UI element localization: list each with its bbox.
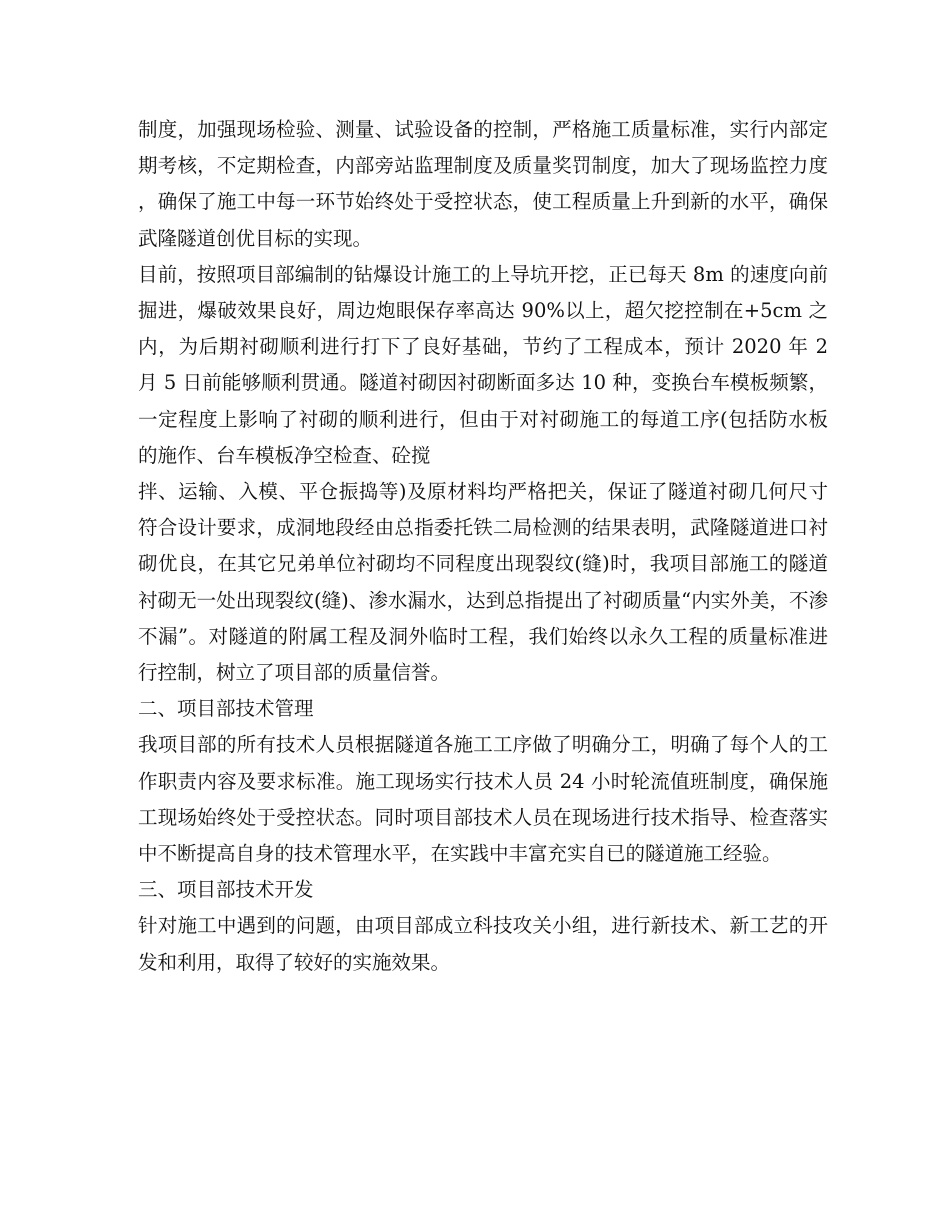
paragraph-tech-management: 我项目部的所有技术人员根据隧道各施工工序做了明确分工，明确了每个人的工作职责内容及要求标准。施工现场实行技术人员 24 小时轮流值班制度，确保施工现场始终处于受控状态。同时项目部技术人员在现场进行技术指导、检查落实中不断提高自身的技术管理水平，在实践中丰富充实自已的隧道施工经验。: [138, 733, 828, 866]
section-heading-tech-management: 二、项目部技术管理: [138, 697, 314, 721]
paragraph-lining-quality: 拌、运输、入模、平仓振捣等)及原材料均严格把关，保证了隧道衬砌几何尺寸符合设计要求，成洞地段经由总指委托铁二局检测的结果表明，武隆隧道进口衬砌优良，在其它兄弟单位衬砌均不同程度出现裂纹(缝)时，我项目部施工的隧道衬砌无一处出现裂纹(缝)、渗水漏水，达到总指提出了衬砌质量“内实外美，不渗不漏”。对隧道的附属工程及洞外临时工程，我们始终以永久工程的质量标准进行控制，树立了项目部的质量信誉。: [138, 480, 828, 685]
paragraph-tech-development: 针对施工中遇到的问题，由项目部成立科技攻关小组，进行新技术、新工艺的开发和利用，取得了较好的实施效果。: [138, 914, 828, 974]
section-heading-tech-development: 三、项目部技术开发: [138, 878, 314, 902]
paragraph-excavation-progress: 目前，按照项目部编制的钻爆设计施工的上导坑开挖，正已每天 8m 的速度向前掘进，爆破效果良好，周边炮眼保存率高达 90%以上，超欠挖控制在+5cm 之内，为后期衬砌顺利进行打下了良好基础，节约了工程成本，预计 2020 年 2 月 5 日前能够顺利贯通。隧道衬砌因衬砌断面多达 10 种，变换台车模板频繁，一定程度上影响了衬砌的顺利进行，但由于对衬砌施工的每道工序(包括防水板的施作、台车模板净空检查、砼搅: [138, 262, 828, 467]
document-page: [138, 112, 828, 981]
paragraph-quality-control: 制度，加强现场检验、测量、试验设备的控制，严格施工质量标准，实行内部定期考核，不定期检查，内部旁站监理制度及质量奖罚制度，加大了现场监控力度，确保了施工中每一环节始终处于受控状态，使工程质量上升到新的水平，确保武隆隧道创优目标的实现。: [138, 118, 828, 250]
